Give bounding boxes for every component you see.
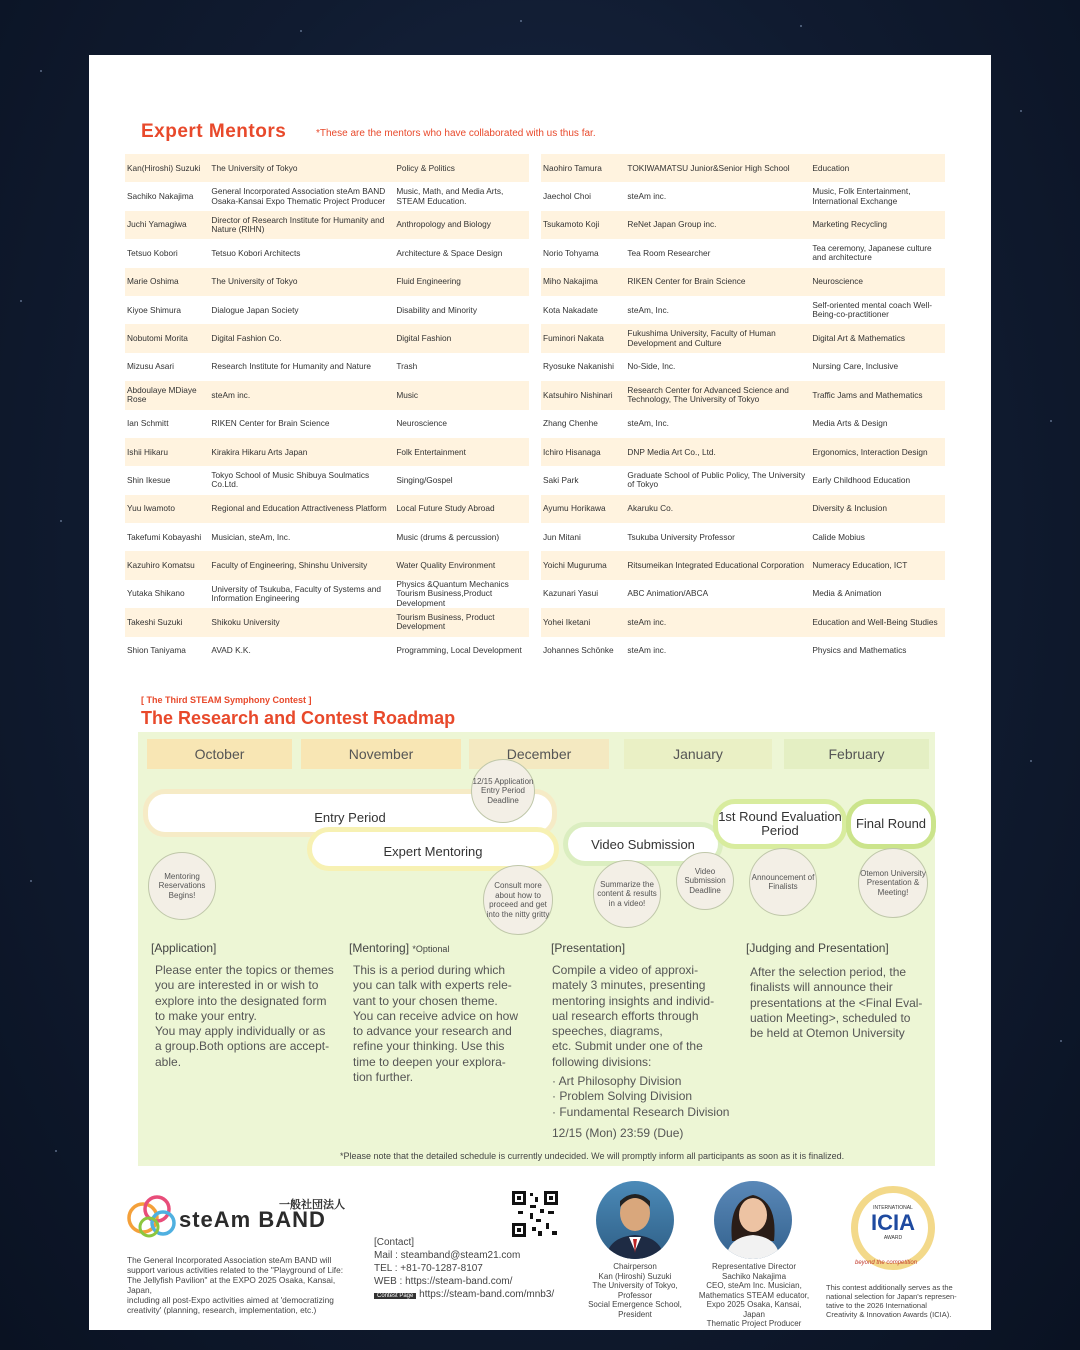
mentor-org: ReNet Japan Group inc. [625,211,810,239]
mentor-org: Research Institute for Humanity and Nature [209,353,394,381]
mentor-row [541,296,945,324]
mentor-name: Jun Mitani [541,523,625,551]
mentor-name: Shion Taniyama [125,637,209,665]
application-body: Please enter the topics or themes you are interested in or wish to explore into the designated form to make your entry. You may apply individually or as a group.Both options are accept- able. [155,963,334,1069]
mentor-org: University of Tsukuba, Faculty of Systems and Information Engineering [209,580,394,608]
contest-url[interactable]: https://steam-band.com/mnb3/ [419,1289,555,1300]
mentor-row [125,353,529,381]
chairperson-photo [596,1181,674,1259]
mentor-row [125,268,529,296]
mentor-row [125,381,529,409]
month-november: November [301,739,461,769]
chairperson-caption: Chairperson Kan (Hiroshi) Suzuki The University of Tokyo, Professor Social Emergence School, President [588,1262,682,1319]
mentor-name: Kiyoe Shimura [125,296,209,324]
mentor-field: Local Future Study Abroad [394,495,529,523]
mentor-row [125,324,529,352]
mentor-row [125,580,529,608]
mentor-org: AVAD K.K. [209,637,394,665]
mentor-field: Music (drums & percussion) [394,523,529,551]
mentor-field: Trash [394,353,529,381]
mentor-row [541,495,945,523]
summarize-bubble: Summarize the content & results in a video! [593,860,661,928]
mentor-org: ABC Animation/ABCA [625,580,810,608]
mentor-field: Music [394,381,529,409]
mentor-field: Marketing Recycling [810,211,945,239]
mentor-row [541,381,945,409]
mentor-org: Research Center for Advanced Science and Technology, The University of Tokyo [625,381,810,409]
mentor-field: Policy & Politics [394,154,529,182]
mentors-note: *These are the mentors who have collaborated with us thus far. [316,128,596,139]
judging-heading: [Judging and Presentation] [746,941,889,955]
final-round-bar [846,799,936,849]
contact-heading: [Contact] [374,1237,415,1248]
mentor-field: Tourism Business, Product Development [394,608,529,636]
icia-note: This contest additionally serves as the national selection for Japan's represen- tative to the 2026 International Creativity & Innovation Awards (ICIA). [826,1283,957,1319]
director-caption: Representative Director Sachiko Nakajima CEO, steAm Inc. Musician, Mathematics STEAM educator, Expo 2025 Osaka, Kansai, Japan Thematic Project Producer [698,1262,810,1328]
mentor-field: Folk Entertainment [394,438,529,466]
mentor-name: Miho Nakajima [541,268,625,296]
contact-tel[interactable]: TEL : +81-70-1287-8107 [374,1263,483,1274]
mentor-name: Ian Schmitt [125,410,209,438]
mentor-name: Ayumu Horikawa [541,495,625,523]
mentor-org: Regional and Education Attractiveness Platform [209,495,394,523]
mentor-org: steAm inc. [625,608,810,636]
mentor-field: Fluid Engineering [394,268,529,296]
mentor-org: Tokyo School of Music Shibuya Soulmatics Co.Ltd. [209,466,394,494]
mentor-org: steAm inc. [625,637,810,665]
mentor-row [541,438,945,466]
mentor-name: Yoichi Muguruma [541,551,625,579]
schedule-note: *Please note that the detailed schedule is currently undecided. We will promptly inform all participants as soon as it is finalized. [340,1151,845,1161]
mentor-row [125,211,529,239]
mentoring-body: This is a period during which you can talk with experts rele- vant to your chosen theme. You can receive advice on how to advance your research and refine your thinking. Use this time to deepen your explora- tion further. [353,963,518,1085]
mentor-row [125,637,529,665]
mentor-row [541,239,945,267]
contact-mail[interactable]: Mail : steamband@steam21.com [374,1250,521,1261]
otemon-bubble: Otemon University Presentation & Meeting! [858,848,928,918]
icia-tagline: beyond the competition [855,1260,918,1266]
first-round-label: 1st Round Evaluation Period [718,809,842,838]
optional-tag: *Optional [412,944,450,954]
mentor-name: Jaechol Choi [541,182,625,210]
mentor-name: Tetsuo Kobori [125,239,209,267]
contest-subtitle: [ The Third STEAM Symphony Contest ] [141,695,312,705]
mentor-row [541,353,945,381]
roadmap-title: The Research and Contest Roadmap [141,708,456,728]
mentor-org: Faculty of Engineering, Shinshu University [209,551,394,579]
mentor-name: Katsuhiro Nishinari [541,381,625,409]
mentor-row [125,154,529,182]
icia-badge [851,1186,935,1270]
mentor-row [541,637,945,665]
expert-mentoring-label: Expert Mentoring [383,844,483,859]
mentor-org: Director of Research Institute for Humanity and Nature (RIHN) [209,211,394,239]
icia-award: AWARD [883,1235,903,1241]
mentor-name: Nobutomi Morita [125,324,209,352]
mentor-field: Neuroscience [394,410,529,438]
mentor-row [125,239,529,267]
mentor-org: No-Side, Inc. [625,353,810,381]
mentor-row [125,438,529,466]
mentor-field: Education [810,154,945,182]
icia-logo: ICIA [871,1210,915,1235]
mentor-table-left [125,154,529,665]
mentor-field: Digital Fashion [394,324,529,352]
mentor-field: Programming, Local Development [394,637,529,665]
entry-period-label: Entry Period [314,810,386,825]
mentor-field: Traffic Jams and Mathematics [810,381,945,409]
mentor-org: Tetsuo Kobori Architects [209,239,394,267]
mentor-field: Nursing Care, Inclusive [810,353,945,381]
mentor-row [541,154,945,182]
presentation-heading: [Presentation] [551,941,626,955]
steam-band-logo-icon [125,1193,181,1239]
first-round-bar [713,799,847,849]
org-about: The General Incorporated Association steAm BAND will support various activities related to the "Playground of Life: The Jellyfish Pavilion" at the EXPO 2025 Osaka, Kansai, Japan, including all post-Expo activities aimed at 'democratizing creativity' (planning, research, implementation, etc.) [127,1255,344,1315]
month-january: January [624,739,772,769]
mentor-name: Shin Ikesue [125,466,209,494]
mentoring-heading: [Mentoring] *Optional [349,941,450,955]
mentor-name: Kazunari Yasui [541,580,625,608]
mentor-name: Ichiro Hisanaga [541,438,625,466]
mentor-row [125,182,529,210]
qr-code-icon[interactable] [510,1189,560,1239]
mentor-name: Kan(Hiroshi) Suzuki [125,154,209,182]
mentor-field: Diversity & Inclusion [810,495,945,523]
mentor-name: Kazuhiro Komatsu [125,551,209,579]
mentor-name: Abdoulaye MDiaye Rose [125,381,209,409]
mentor-name: Norio Tohyama [541,239,625,267]
mentor-row [125,296,529,324]
mentor-field: Singing/Gospel [394,466,529,494]
flyer-page [89,55,991,1330]
mentor-row [541,551,945,579]
mentor-org: Graduate School of Public Policy, The University of Tokyo [625,466,810,494]
mentor-org: Fukushima University, Faculty of Human Development and Culture [625,324,810,352]
mentor-row [541,182,945,210]
mentor-name: Takefumi Kobayashi [125,523,209,551]
mentor-field: Self-oriented mental coach Well-Being-co-practitioner [810,296,945,324]
mentor-org: Kirakira Hikaru Arts Japan [209,438,394,466]
mentor-name: Marie Oshima [125,268,209,296]
mentor-row [125,466,529,494]
mentor-row [125,523,529,551]
mentor-row [125,495,529,523]
mentor-field: Media & Animation [810,580,945,608]
mentor-row [541,211,945,239]
mentor-org: steAm inc. [625,182,810,210]
mentor-row [125,551,529,579]
mentor-org: Tsukuba University Professor [625,523,810,551]
video-submission-label: Video Submission [591,837,695,852]
mentor-name: Yutaka Shikano [125,580,209,608]
contest-page-tag: Contest Page [374,1293,416,1299]
mentor-name: Yohei Iketani [541,608,625,636]
judging-body: After the selection period, the finalists will announce their presentations at the <Final Eval- uation Meeting>, scheduled to be held at Otemon University [750,965,923,1041]
mentor-org: RIKEN Center for Brain Science [209,410,394,438]
mentor-row [541,523,945,551]
mentor-name: Mizusu Asari [125,353,209,381]
mentor-field: Neuroscience [810,268,945,296]
mentor-field: Water Quality Environment [394,551,529,579]
mentor-row [541,324,945,352]
month-february: February [784,739,929,769]
mentor-name: Tsukamoto Koji [541,211,625,239]
mentor-field: Calide Mobius [810,523,945,551]
mentor-name: Zhang Chenhe [541,410,625,438]
mentor-org: General Incorporated Association steAm BAND Osaka-Kansai Expo Thematic Project Producer [209,182,394,210]
presentation-body: Compile a video of approxi- mately 3 minutes, presenting mentoring insights and individ- ual research efforts through speeches, diagrams, etc. Submit under one of the following divisions: · Art Philosophy Division · Problem Solving Division · Fundamental Research Division 12/15 (Mon) 23:59 (Due) [552,963,737,1141]
mentor-field: Digital Art & Mathematics [810,324,945,352]
mentor-field: Physics and Mathematics [810,637,945,665]
mentor-row [541,410,945,438]
mentor-org: DNP Media Art Co., Ltd. [625,438,810,466]
application-heading: [Application] [151,941,217,955]
org-prefix: 一般社団法人 [279,1199,345,1211]
mentor-field: Anthropology and Biology [394,211,529,239]
mentor-row [541,608,945,636]
logo-text: steAm BAND [179,1207,326,1232]
mentor-org: Digital Fashion Co. [209,324,394,352]
mentor-name: Takeshi Suzuki [125,608,209,636]
mentor-field: Numeracy Education, ICT [810,551,945,579]
contact-web[interactable]: WEB : https://steam-band.com/ [374,1276,513,1287]
mentor-org: Akaruku Co. [625,495,810,523]
video-deadline-bubble: Video Submission Deadline [676,852,734,910]
mentor-field: Early Childhood Education [810,466,945,494]
mentor-org: Dialogue Japan Society [209,296,394,324]
mentor-org: The University of Tokyo [209,154,394,182]
mentor-org: Ritsumeikan Integrated Educational Corporation [625,551,810,579]
final-round-label: Final Round [855,816,927,831]
mentor-row [541,466,945,494]
mentor-field: Media Arts & Design [810,410,945,438]
icia-top: INTERNATIONAL [873,1205,913,1211]
mentor-field: Ergonomics, Interaction Design [810,438,945,466]
presentation-deadline: 12/15 (Mon) 23:59 (Due) [552,1125,684,1140]
reservations-bubble: Mentoring Reservations Begins! [148,852,216,920]
mentor-name: Fuminori Nakata [541,324,625,352]
mentor-org: TOKIWAMATSU Junior&Senior High School [625,154,810,182]
announcement-bubble: Announcement of Finalists [749,848,817,916]
mentor-name: Johannes Schönke [541,637,625,665]
mentor-field: Music, Math, and Media Arts, STEAM Education. [394,182,529,210]
mentor-name: Sachiko Nakajima [125,182,209,210]
director-photo [714,1181,792,1259]
mentor-field: Disability and Minority [394,296,529,324]
mentor-org: steAm inc. [209,381,394,409]
mentor-org: steAm, Inc. [625,296,810,324]
mentor-org: The University of Tokyo [209,268,394,296]
mentor-field: Tea ceremony, Japanese culture and architecture [810,239,945,267]
mentor-name: Ishii Hikaru [125,438,209,466]
mentor-field: Physics &Quantum Mechanics Tourism Business,Product Development [394,580,529,608]
consult-bubble: Consult more about how to proceed and get into the nitty gritty [483,865,553,935]
mentor-field: Music, Folk Entertainment, International Exchange [810,182,945,210]
deadline-bubble: 12/15 Application Entry Period Deadline [471,759,535,823]
mentor-table-right [541,154,945,665]
mentor-org: Musician, steAm, Inc. [209,523,394,551]
mentor-row [125,608,529,636]
mentor-org: steAm, Inc. [625,410,810,438]
mentor-name: Yuu Iwamoto [125,495,209,523]
mentor-org: Tea Room Researcher [625,239,810,267]
mentor-org: Shikoku University [209,608,394,636]
mentor-row [541,580,945,608]
mentor-row [125,410,529,438]
mentor-org: RIKEN Center for Brain Science [625,268,810,296]
month-october: October [147,739,292,769]
mentor-name: Saki Park [541,466,625,494]
mentor-row [541,268,945,296]
mentors-title: Expert Mentors [141,121,287,142]
contact-block [374,1236,554,1303]
month-december: December [469,739,609,769]
mentor-name: Juchi Yamagiwa [125,211,209,239]
mentor-field: Education and Well-Being Studies [810,608,945,636]
mentor-name: Kota Nakadate [541,296,625,324]
mentor-field: Architecture & Space Design [394,239,529,267]
mentor-name: Ryosuke Nakanishi [541,353,625,381]
mentor-name: Naohiro Tamura [541,154,625,182]
